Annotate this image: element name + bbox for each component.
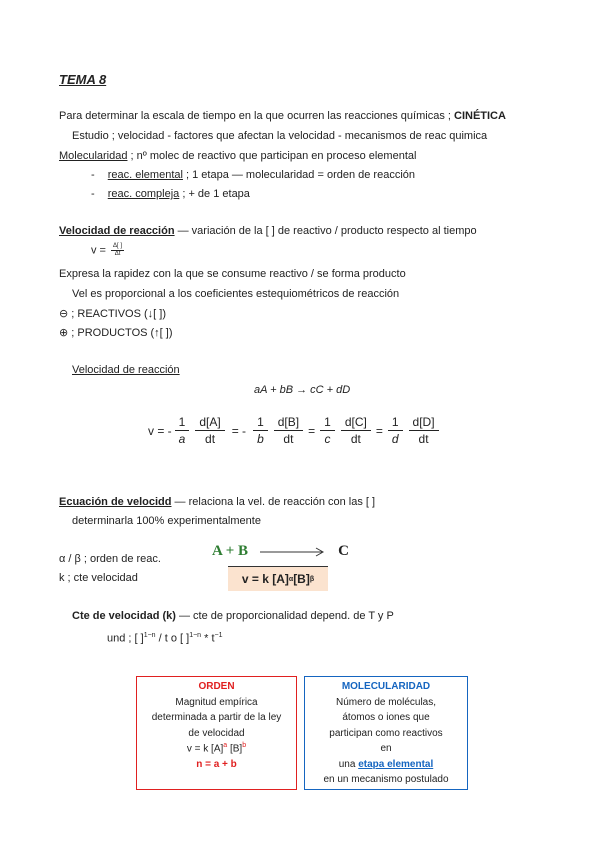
dt: dt [205, 432, 216, 447]
bullet: - [91, 169, 95, 181]
law-beta: β [309, 575, 315, 583]
bullet: - [91, 188, 95, 200]
reac-elemental-def: ; 1 etapa — molecularidad = orden de reacción [182, 169, 416, 181]
molec-line: átomos o iones que [342, 712, 430, 723]
intro-bold-term: CINÉTICA [454, 110, 506, 122]
law-text: v = k [A] [241, 572, 289, 586]
velocidad-def [59, 225, 477, 237]
rate-subtitle: Velocidad de reacción [72, 364, 180, 376]
coef-one: 1 [175, 414, 190, 431]
reaction-left: A + B [212, 543, 249, 559]
molec-line: Número de moléculas, [335, 696, 437, 708]
etapa-elemental-link[interactable]: etapa elemental [358, 758, 434, 770]
coef-one: 1 [253, 414, 268, 431]
orden-sup-b: b [242, 742, 247, 749]
molecularidad-def [59, 150, 416, 162]
ecuacion-line-2: determinarla 100% experimentalmente [72, 515, 261, 527]
molec-line: participan como reactivos [329, 727, 443, 739]
molec-line: en [380, 743, 392, 754]
molecularidad-box [304, 676, 468, 790]
orden-line: determinada a partir de la ley [151, 712, 282, 723]
reaction-right: C [338, 543, 349, 559]
ecuacion-def [59, 496, 375, 508]
productos-line: ⊕ ; PRODUCTOS (↑[ ]) [59, 327, 173, 339]
intro-text: Para determinar la escala de tiempo en la que ocurren las reacciones químicas ; [59, 110, 454, 122]
orden-n: n [196, 758, 203, 770]
minus-equals: = - [231, 423, 247, 438]
law-b: [B] [293, 572, 310, 586]
molecularidad-text: ; nº molec de reactivo que participan en proceso elemental [127, 150, 417, 162]
intro-line-2: Estudio ; velocidad - factores que afectan la velocidad - mecanismos de reac quimica [72, 130, 488, 142]
dt: dt [283, 432, 294, 447]
alpha-beta-def: α / β ; orden de reac. [59, 553, 161, 565]
dC: d[C] [341, 414, 371, 431]
velocidad-line-1: Expresa la rapidez con la que se consume reactivo / se forma producto [59, 268, 406, 280]
orden-formula-pre: v = k [A] [186, 743, 224, 755]
reac-compleja-term: reac. compleja [107, 188, 180, 200]
velocidad-line-2: Vel es proporcional a los coeficientes estequiométricos de reacción [72, 288, 400, 300]
velocidad-text: — variación de la [ ] de reactivo / producto respecto al tiempo [174, 225, 477, 237]
orden-n-line [196, 757, 237, 773]
orden-line: Magnitud empírica [175, 696, 258, 708]
reactivos-line: ⊖ ; REACTIVOS (↓[ ]) [59, 308, 167, 320]
molec-line [339, 757, 434, 773]
reac-compleja-def: ; + de 1 etapa [179, 188, 250, 200]
cte-text: — cte de proporcionalidad depend. de T y P [175, 610, 394, 622]
coef-a: a [178, 432, 186, 447]
formula-denominator: Δt [114, 251, 121, 258]
dB: d[B] [274, 414, 303, 431]
k-def: k ; cte velocidad [59, 572, 138, 584]
units-exp-2: 1−n [189, 632, 202, 639]
orden-formula-mid: [B] [227, 743, 243, 755]
dD: d[D] [409, 414, 439, 431]
ecuacion-text: — relaciona la vel. de reacción con las [ ] [171, 496, 376, 508]
coef-b: b [257, 432, 264, 447]
ecuacion-term: Ecuación de velocidd [59, 496, 172, 508]
units-exp-3: −1 [214, 632, 223, 639]
coef-one: 1 [320, 414, 335, 431]
orden-n-rest: = a + b [202, 758, 237, 770]
formula-numerator: Δ[ ] [111, 243, 124, 251]
reaction-equation: aA + bB → cC + dD [254, 384, 351, 396]
intro-line-1 [59, 110, 506, 122]
coef-d: d [391, 432, 399, 447]
law-alpha: α [288, 575, 294, 583]
orden-sup-a: a [223, 742, 228, 749]
units-mid: / t o [ ] [155, 632, 190, 645]
coef-c: c [324, 432, 331, 447]
orden-formula [187, 741, 246, 757]
reaction-ab-c [212, 543, 349, 560]
molec-line: en un mecanismo postulado [323, 774, 449, 785]
units-exp-1: 1−n [143, 632, 156, 639]
dt: dt [418, 432, 429, 447]
units-end: * t [201, 632, 215, 645]
orden-heading: ORDEN [198, 681, 235, 692]
cte-units [107, 632, 223, 645]
velocidad-formula [91, 243, 126, 258]
rate-law [228, 566, 328, 591]
reac-elemental-term: reac. elemental [107, 169, 183, 181]
list-item [91, 188, 250, 200]
cte-def [72, 610, 394, 622]
molec-pre: una [338, 758, 359, 770]
formula-v: v = [91, 244, 110, 257]
dt: dt [350, 432, 361, 447]
page-title: TEMA 8 [59, 72, 107, 87]
orden-box [136, 676, 297, 790]
cte-term: Cte de velocidad (k) [72, 610, 176, 622]
coef-one: 1 [388, 414, 403, 431]
velocidad-term: Velocidad de reacción [59, 225, 175, 237]
molecularidad-term: Molecularidad [59, 150, 128, 162]
equals: = [308, 423, 316, 438]
units-label: und ; [ ] [107, 632, 144, 645]
rate-equation [148, 414, 442, 448]
list-item [91, 169, 415, 181]
molecularidad-heading: MOLECULARIDAD [341, 681, 431, 692]
dA: d[A] [195, 414, 224, 431]
equals: = [375, 423, 383, 438]
orden-line: de velocidad [188, 727, 245, 739]
rate-v: v = - [148, 423, 172, 438]
arrow-right-icon [260, 547, 328, 557]
